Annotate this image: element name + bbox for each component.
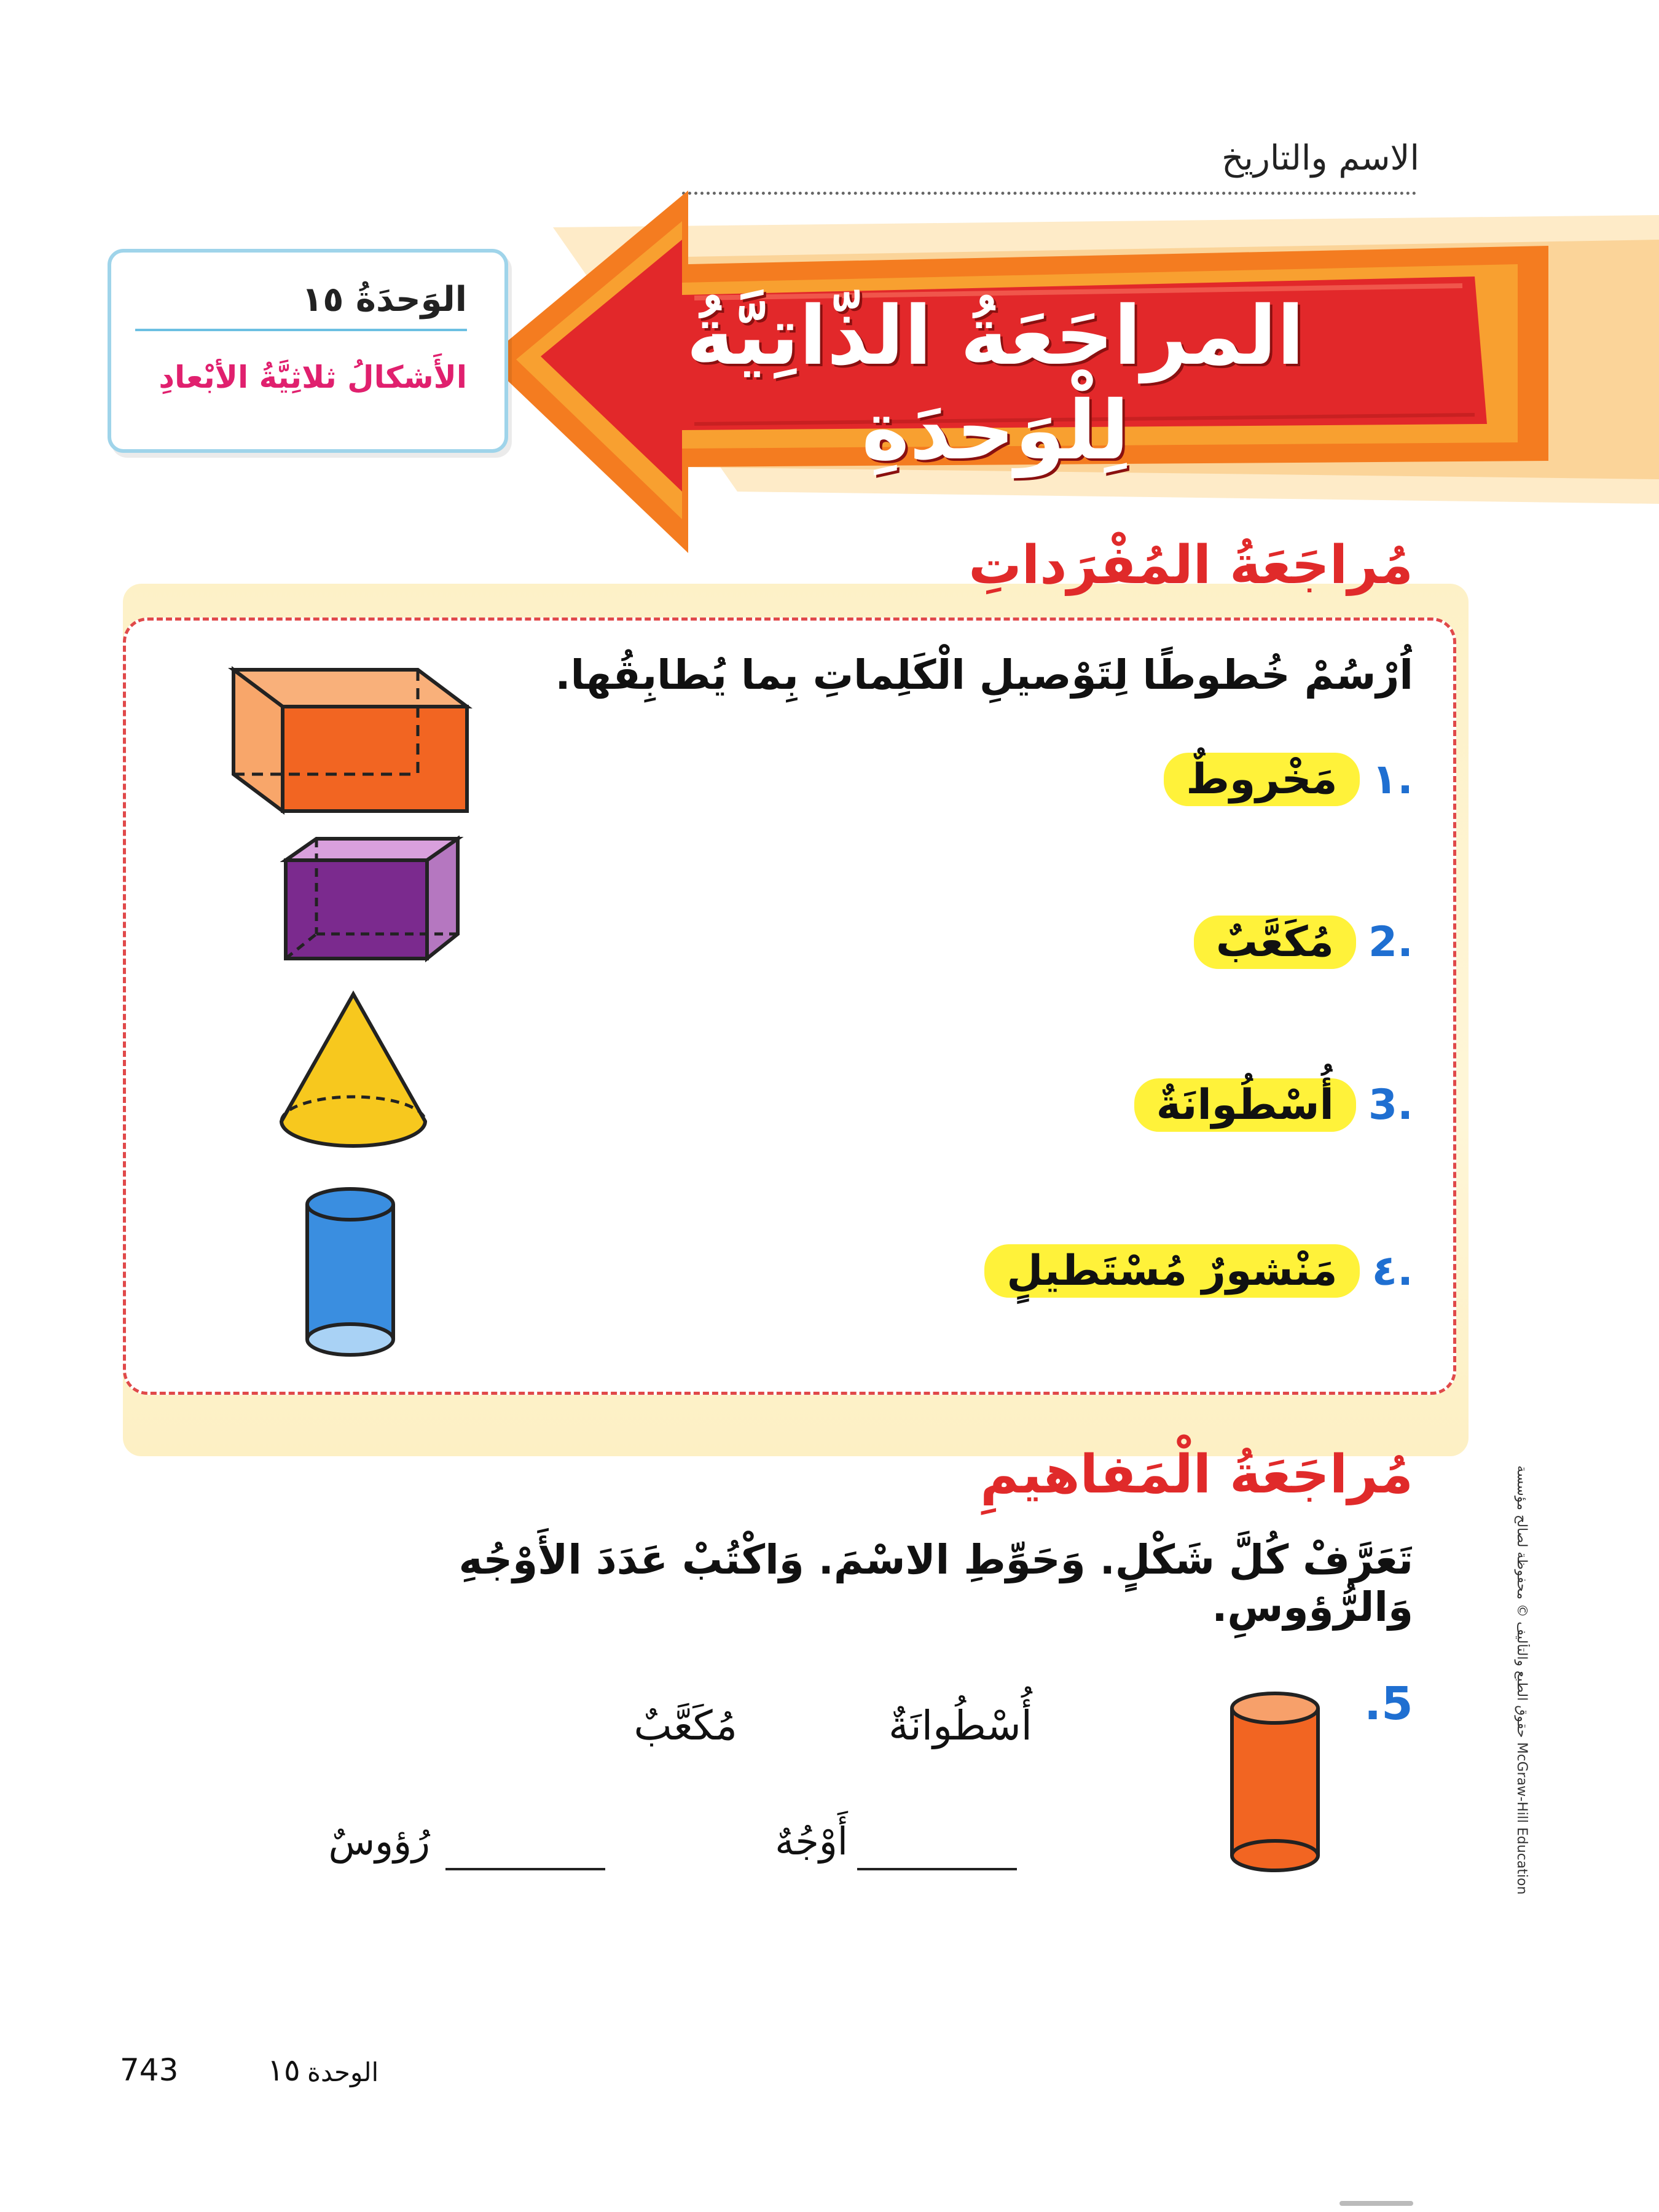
rectangular-prism-icon bbox=[227, 664, 473, 817]
bottom-bar bbox=[1339, 2201, 1413, 2206]
cube-icon bbox=[280, 836, 464, 965]
faces-answer-blank[interactable] bbox=[857, 1819, 1017, 1870]
vocab-item-number: .3 bbox=[1368, 1081, 1413, 1129]
name-date-label: الاسم والتاريخ bbox=[1222, 138, 1419, 178]
vocab-item-word: أُسْطُوانَةٌ bbox=[1134, 1078, 1356, 1132]
vocab-item-word: مَخْروطٌ bbox=[1164, 753, 1359, 806]
footer-unit-number: ١٥ bbox=[267, 2052, 300, 2088]
choice-cube[interactable]: مُكَعَّبٌ bbox=[633, 1702, 737, 1749]
page-number: 743 bbox=[120, 2052, 179, 2088]
vertices-label: رُؤوسٌ bbox=[328, 1819, 430, 1864]
concepts-heading: مُراجَعَةُ الْمَفاهيمِ bbox=[980, 1444, 1413, 1505]
vertices-answer-blank[interactable] bbox=[445, 1819, 605, 1870]
vocab-item-3 bbox=[860, 1078, 1413, 1132]
side-copyright bbox=[1493, 1462, 1530, 1966]
concepts-instruction: تَعَرَّفْ كُلَّ شَكْلٍ. وَحَوِّطِ الاسْمَ. وَاكْتُبْ عَدَدَ الأَوْجُهِ وَالرُّؤوسِ. bbox=[458, 1536, 1413, 1631]
footer-unit-word: الوحدة bbox=[307, 2057, 379, 2087]
vocab-item-4 bbox=[860, 1244, 1413, 1298]
unit-subtitle: الأَشكالُ ثلاثِيَّةُ الأبْعادِ bbox=[159, 359, 467, 395]
choice-cylinder[interactable]: أُسْطُوانَةٌ bbox=[888, 1702, 1032, 1749]
unit-card-divider bbox=[135, 329, 467, 331]
question-5-number: .5 bbox=[1364, 1677, 1413, 1730]
cone-icon bbox=[276, 989, 430, 1152]
vocab-instruction: اُرْسُمْ خُطوطًا لِتَوْصيلِ الْكَلِماتِ بِما يُطابِقُها. bbox=[555, 651, 1413, 699]
unit-label: الوَحدَةُ ١٥ bbox=[302, 280, 467, 320]
vocab-item-number: .١ bbox=[1371, 755, 1413, 804]
faces-label: أَوْجُهٌ bbox=[775, 1819, 848, 1864]
page-title: المراجَعَةُ الذّاتِيَّةُ لِلْوَحدَةِ bbox=[686, 289, 1305, 478]
vocab-item-2 bbox=[860, 916, 1413, 969]
cylinder-icon bbox=[301, 1186, 399, 1358]
vocab-item-word: مَنْشورٌ مُسْتَطيلٍ bbox=[984, 1244, 1359, 1298]
vocab-heading: مُراجَعَةُ المُفْرَداتِ bbox=[968, 535, 1413, 596]
vocab-item-word: مُكَعَّبٌ bbox=[1194, 916, 1356, 969]
vocab-item-number: .2 bbox=[1368, 918, 1413, 967]
vocab-item-number: .٤ bbox=[1371, 1247, 1413, 1295]
vocab-item-1 bbox=[860, 753, 1413, 806]
orange-cylinder-icon bbox=[1226, 1690, 1324, 1874]
svg-text:حقوق الطبع والتأليف © محفوظة ل: حقوق الطبع والتأليف © محفوظة لصالح مؤسسة McGraw-Hill Education bbox=[1514, 1465, 1529, 1895]
